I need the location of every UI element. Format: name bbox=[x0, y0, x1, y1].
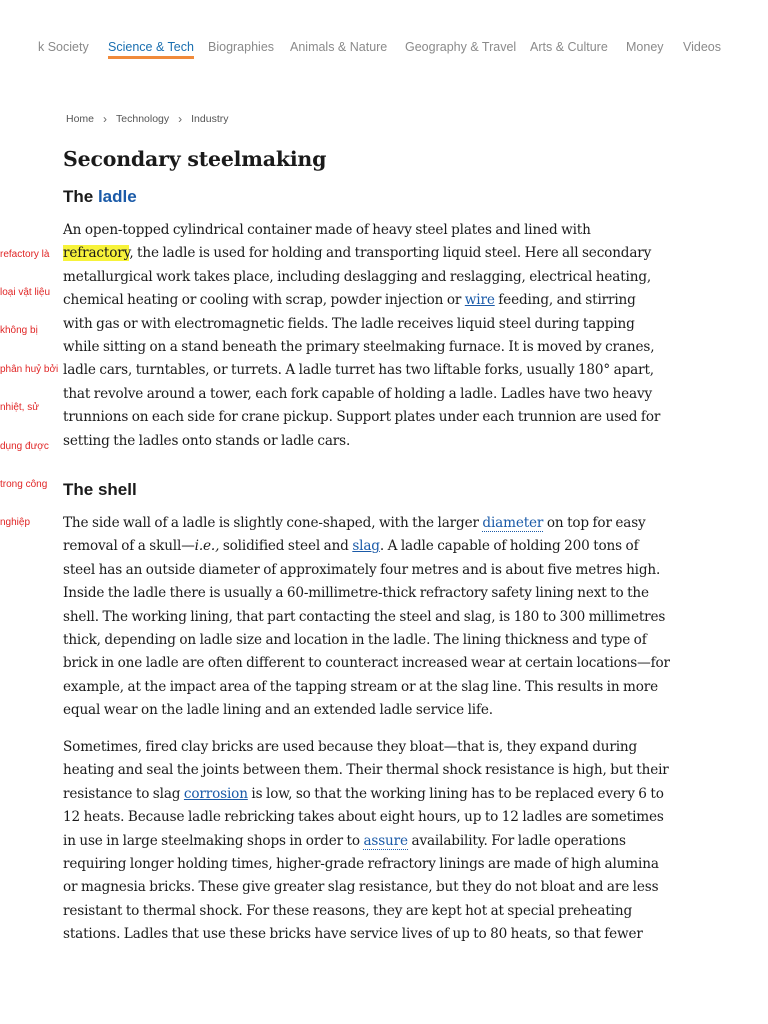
text-run: on top for easy bbox=[543, 515, 646, 531]
nav-item-label: Science & Tech bbox=[108, 40, 194, 54]
text-run: , the ladle is used for holding and transporting liquid steel. Here all secondary bbox=[129, 245, 652, 262]
nav-item-arts-culture[interactable]: Arts & Culture bbox=[530, 40, 608, 54]
highlighted-term-refractory[interactable]: refractory bbox=[63, 245, 130, 262]
text-run: while sitting on a stand beneath the primary steelmaking furnace. It is moved by cranes, bbox=[63, 339, 655, 356]
text-run: The side wall of a ladle is slightly cone-shaped, with the larger bbox=[63, 515, 483, 531]
text-run: thick, depending on ladle size and location in the ladle. The lining thickness and type of bbox=[63, 632, 647, 649]
text-line bbox=[63, 806, 685, 829]
text-run: Sometimes, fired clay bricks are used because they bloat—that is, they expand during bbox=[63, 739, 638, 755]
section-heading-ladle bbox=[63, 187, 137, 207]
text-line bbox=[63, 559, 685, 582]
text-run: . A ladle capable of holding 200 tons of bbox=[379, 538, 639, 555]
text-line bbox=[63, 900, 685, 923]
nav-item-biographies[interactable]: Biographies bbox=[208, 40, 275, 54]
text-line bbox=[63, 783, 685, 806]
text-line bbox=[63, 313, 685, 336]
text-line bbox=[63, 242, 685, 265]
breadcrumb-industry[interactable]: Industry bbox=[191, 113, 229, 125]
text-line bbox=[63, 512, 685, 535]
text-run: 12 heats. Because ladle rebricking takes about eight hours, up to 12 ladles are sometimes bbox=[63, 809, 664, 826]
text-run: solidified steel and bbox=[219, 538, 353, 555]
text-line bbox=[63, 535, 685, 558]
text-run: stations. Ladles that use these bricks have service lives of up to 80 heats, so that fewer bbox=[63, 926, 643, 943]
heading-prefix: The bbox=[63, 187, 98, 206]
text-run: example, at the impact area of the tapping stream or at the slag line. This results in more bbox=[63, 678, 659, 695]
ladle-paragraph bbox=[63, 219, 685, 453]
text-line bbox=[63, 289, 685, 312]
text-line bbox=[63, 629, 685, 652]
page-title: Secondary steelmaking bbox=[63, 147, 327, 171]
shell-paragraph-2 bbox=[63, 736, 685, 947]
text-line bbox=[63, 582, 685, 605]
nav-item-science-tech[interactable] bbox=[108, 40, 194, 54]
text-line bbox=[63, 430, 685, 453]
top-navigation bbox=[0, 0, 768, 100]
text-run: resistance to slag bbox=[63, 785, 184, 802]
text-run: trunnions on each side for crane pickup. Support plates under each trunnion are used for bbox=[63, 409, 661, 426]
text-run: steel has an outside diameter of approximately four metres and is about five metres high. bbox=[63, 561, 661, 578]
text-run: ladle cars, turntables, or turrets. A ladle turret has two liftable forks, usually 180° apart, bbox=[63, 362, 654, 379]
text-run: An open-topped cylindrical container made of heavy steel plates and lined with bbox=[63, 222, 591, 238]
ladle-heading-link[interactable]: ladle bbox=[97, 187, 137, 206]
text-run: shell. The working lining, that part contacting the steel and slag, is 180 to 300 millimetres bbox=[63, 608, 666, 625]
link-assure[interactable]: assure bbox=[363, 832, 408, 849]
text-run: feeding, and stirring bbox=[494, 292, 636, 309]
nav-item-videos[interactable]: Videos bbox=[683, 40, 721, 54]
text-run: metallurgical work takes place, including deslagging and reslagging, electrical heating, bbox=[63, 268, 652, 285]
text-line bbox=[63, 676, 685, 699]
text-line bbox=[63, 266, 685, 289]
text-run: or magnesia bricks. These give greater slag resistance, but they do not bloat and are less bbox=[63, 879, 659, 896]
text-run: heating and seal the joints between them. Their thermal shock resistance is high, but their bbox=[63, 762, 669, 779]
text-run: with gas or with electromagnetic fields. The ladle receives liquid steel during tapping bbox=[63, 315, 635, 332]
text-line bbox=[63, 853, 685, 876]
text-line bbox=[63, 383, 685, 406]
text-run: Inside the ladle there is usually a 60-millimetre-thick refractory safety lining next to the bbox=[63, 585, 649, 602]
link-slag[interactable]: slag bbox=[352, 538, 380, 555]
breadcrumb-home[interactable]: Home bbox=[66, 113, 95, 125]
nav-item-money[interactable]: Money bbox=[626, 40, 664, 54]
annotation-line: refactory là bbox=[0, 248, 50, 260]
text-line bbox=[63, 219, 685, 242]
text-run: setting the ladles onto stands or ladle cars. bbox=[63, 432, 351, 449]
margin-annotation bbox=[0, 223, 66, 543]
text-line bbox=[63, 830, 685, 853]
annotation-line: không bị bbox=[0, 325, 38, 337]
annotation-line: loại vật liệu bbox=[0, 286, 51, 298]
text-line bbox=[63, 759, 685, 782]
text-run: chemical heating or cooling with scrap, powder injection or bbox=[63, 292, 465, 309]
text-run: brick in one ladle are often different to counteract increased wear at certain locations—for bbox=[63, 655, 670, 672]
annotation-line: phân huỷ bởi bbox=[0, 363, 59, 375]
text-run: that revolve around a tower, each fork capable of holding a ladle. Ladles have two heavy bbox=[63, 385, 653, 402]
text-run: removal of a skull— bbox=[63, 538, 195, 555]
text-line bbox=[63, 699, 685, 722]
link-wire[interactable]: wire bbox=[464, 292, 495, 309]
text-line bbox=[63, 923, 685, 946]
section-heading-shell: The shell bbox=[63, 480, 137, 499]
chevron-right-icon: › bbox=[103, 112, 108, 126]
nav-item-geography-travel[interactable]: Geography & Travel bbox=[405, 40, 517, 54]
text-line bbox=[63, 876, 685, 899]
text-run: in use in large steelmaking shops in order to bbox=[63, 832, 364, 849]
text-run: is low, so that the working lining has to be replaced every 6 to bbox=[247, 785, 664, 802]
text-run: availability. For ladle operations bbox=[407, 832, 626, 849]
text-line bbox=[63, 336, 685, 359]
text-line bbox=[63, 359, 685, 382]
italic-text: i.e., bbox=[194, 538, 220, 555]
shell-paragraph-1 bbox=[63, 512, 685, 723]
text-run: resistant to thermal shock. For these reasons, they are kept hot at special preheating bbox=[63, 902, 633, 919]
text-line bbox=[63, 606, 685, 629]
active-nav-underline bbox=[108, 56, 194, 59]
nav-item-animals-nature[interactable]: Animals & Nature bbox=[290, 40, 388, 54]
annotation-line: trong công bbox=[0, 478, 48, 490]
nav-item-society[interactable]: k Society bbox=[38, 40, 89, 54]
text-run: equal wear on the ladle lining and an extended ladle service life. bbox=[63, 702, 493, 719]
breadcrumb bbox=[66, 113, 229, 125]
text-line bbox=[63, 652, 685, 675]
text-run: requiring longer holding times, higher-grade refractory linings are made of high alumina bbox=[63, 856, 659, 873]
annotation-line: nhiệt, sử bbox=[0, 402, 39, 414]
text-line bbox=[63, 736, 685, 759]
annotation-line: nghiệp bbox=[0, 517, 31, 529]
text-line bbox=[63, 406, 685, 429]
breadcrumb-technology[interactable]: Technology bbox=[116, 113, 170, 125]
link-diameter[interactable]: diameter bbox=[482, 515, 544, 531]
annotation-line: dụng được bbox=[0, 440, 49, 452]
chevron-right-icon: › bbox=[178, 112, 183, 126]
link-corrosion[interactable]: corrosion bbox=[183, 785, 248, 802]
